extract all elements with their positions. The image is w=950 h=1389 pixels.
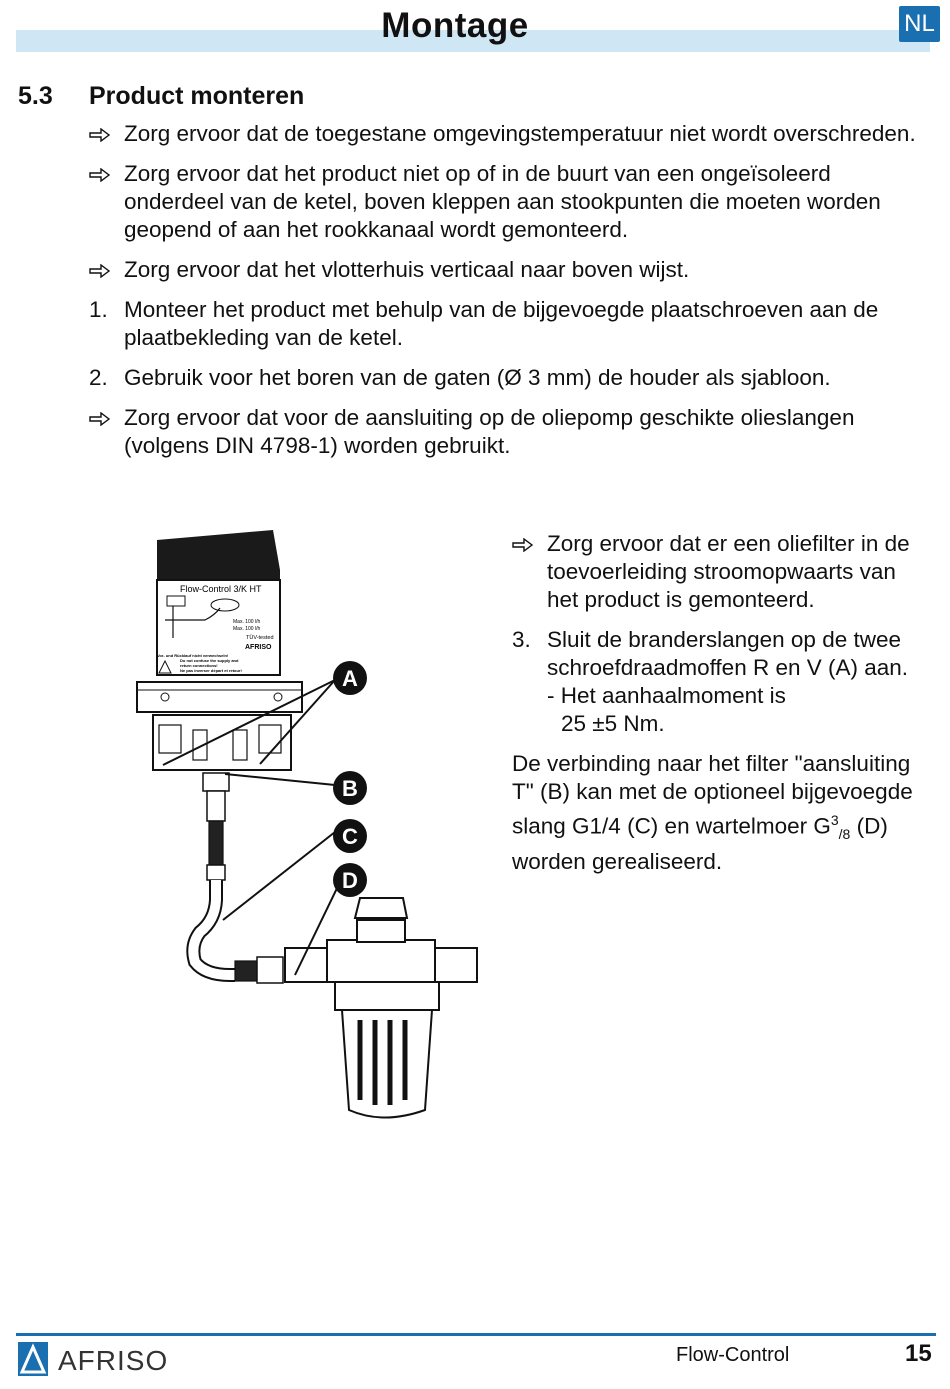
warning-line-2: Do not confuse the supply and xyxy=(180,658,239,663)
svg-text:B: B xyxy=(342,776,358,801)
paragraph-text-end: (D) worden gerealiseerd. xyxy=(512,813,888,874)
device-cap xyxy=(157,530,280,585)
tuv-label: TÜV-tested xyxy=(246,635,274,641)
list-item xyxy=(89,160,935,244)
step-number: 1. xyxy=(89,297,108,322)
list-item xyxy=(89,256,935,284)
page-title: Montage xyxy=(381,6,529,45)
right-column xyxy=(512,530,932,876)
lower-housing xyxy=(153,715,291,770)
installation-figure xyxy=(135,520,480,1130)
step-sub-2: 25 ±5 Nm. xyxy=(561,711,665,736)
item-text: Zorg ervoor dat het vlotterhuis verticaal naar boven wijst. xyxy=(124,257,690,282)
list-item xyxy=(89,404,935,460)
connection-paragraph xyxy=(512,750,932,876)
callout-c xyxy=(333,819,367,853)
footer-product: Flow-Control xyxy=(676,1344,790,1366)
filter-valve-knob xyxy=(355,898,407,918)
fraction-denominator: /8 xyxy=(838,826,851,842)
callout-b xyxy=(333,771,367,805)
list-item xyxy=(89,364,935,392)
arrow-icon xyxy=(89,120,121,148)
list-item xyxy=(89,296,935,352)
instruction-list xyxy=(89,120,935,472)
item-text: Zorg ervoor dat voor de aansluiting op de oliepomp geschikte olieslangen (volgens DIN 4798-1) worden gebruikt. xyxy=(124,405,855,458)
brand-label: AFRISO xyxy=(245,644,272,651)
filter-bowl xyxy=(342,1010,432,1118)
arrow-icon xyxy=(89,256,121,284)
item-text: Zorg ervoor dat de toegestane omgevingstemperatuur niet wordt overschreden. xyxy=(124,121,916,146)
section-title: Product monteren xyxy=(89,82,305,110)
item-text: Gebruik voor het boren van de gaten (Ø 3 mm) de houder als sjabloon. xyxy=(124,365,831,390)
arrow-icon xyxy=(89,404,121,432)
language-badge: NL xyxy=(899,6,940,42)
hose-braid xyxy=(209,821,223,865)
footer-line xyxy=(16,1333,936,1336)
max-flow-1: Max. 100 l/h xyxy=(233,619,261,625)
step-text: Sluit de branderslangen op de twee schroefdraadmoffen R en V (A) aan. xyxy=(547,627,909,680)
svg-text:C: C xyxy=(342,824,358,849)
step-number: 2. xyxy=(89,365,108,390)
item-text: Monteer het product met behulp van de bijgevoegde plaatschroeven aan de plaatbekleding van de ketel. xyxy=(124,297,879,350)
list-item xyxy=(512,626,932,738)
filter-head xyxy=(327,940,435,982)
arrow-icon xyxy=(89,160,121,188)
device-label: Flow-Control 3/K HT xyxy=(180,584,262,594)
item-text: Zorg ervoor dat het product niet op of in de buurt van een ongeïsoleerd onderdeel van de ketel, boven kleppen aan stookpunten die moeten worden geopend of aan het rookkanaal wordt gemonteerd. xyxy=(124,161,881,242)
max-flow-2: Max. 100 l/h xyxy=(233,626,261,632)
fitting-t xyxy=(203,773,229,791)
arrow-icon xyxy=(512,530,544,558)
step-sub-1: - Het aanhaalmoment is xyxy=(547,683,786,708)
list-item xyxy=(512,530,932,614)
callout-d xyxy=(333,863,367,897)
svg-text:A: A xyxy=(342,666,358,691)
list-item xyxy=(89,120,935,148)
section-number: 5.3 xyxy=(18,82,53,110)
step-number: 3. xyxy=(512,627,531,652)
callout-a xyxy=(333,661,367,695)
page-number: 15 xyxy=(905,1340,932,1367)
union-nut xyxy=(257,957,283,983)
footer-logo xyxy=(18,1342,203,1376)
filter-note: Zorg ervoor dat er een oliefilter in de toevoerleiding stroomopwaarts van het product is gemonteerd. xyxy=(547,531,910,612)
paragraph-text: De verbinding naar het filter "aansluiting T" (B) kan met de optioneel bijgevoegde slang G1/4 (C) en wartelmoer G xyxy=(512,751,913,839)
brand-wordmark: AFRISO xyxy=(58,1345,169,1376)
svg-text:D: D xyxy=(342,868,358,893)
fraction-numerator: 3 xyxy=(830,812,839,828)
warning-line-4: Ne pas inverser départ et retour! xyxy=(180,668,242,673)
warning-line-3: return connections! xyxy=(180,663,218,668)
warning-line-1: Vor- und Rücklauf nicht verwechseln! xyxy=(157,653,229,658)
